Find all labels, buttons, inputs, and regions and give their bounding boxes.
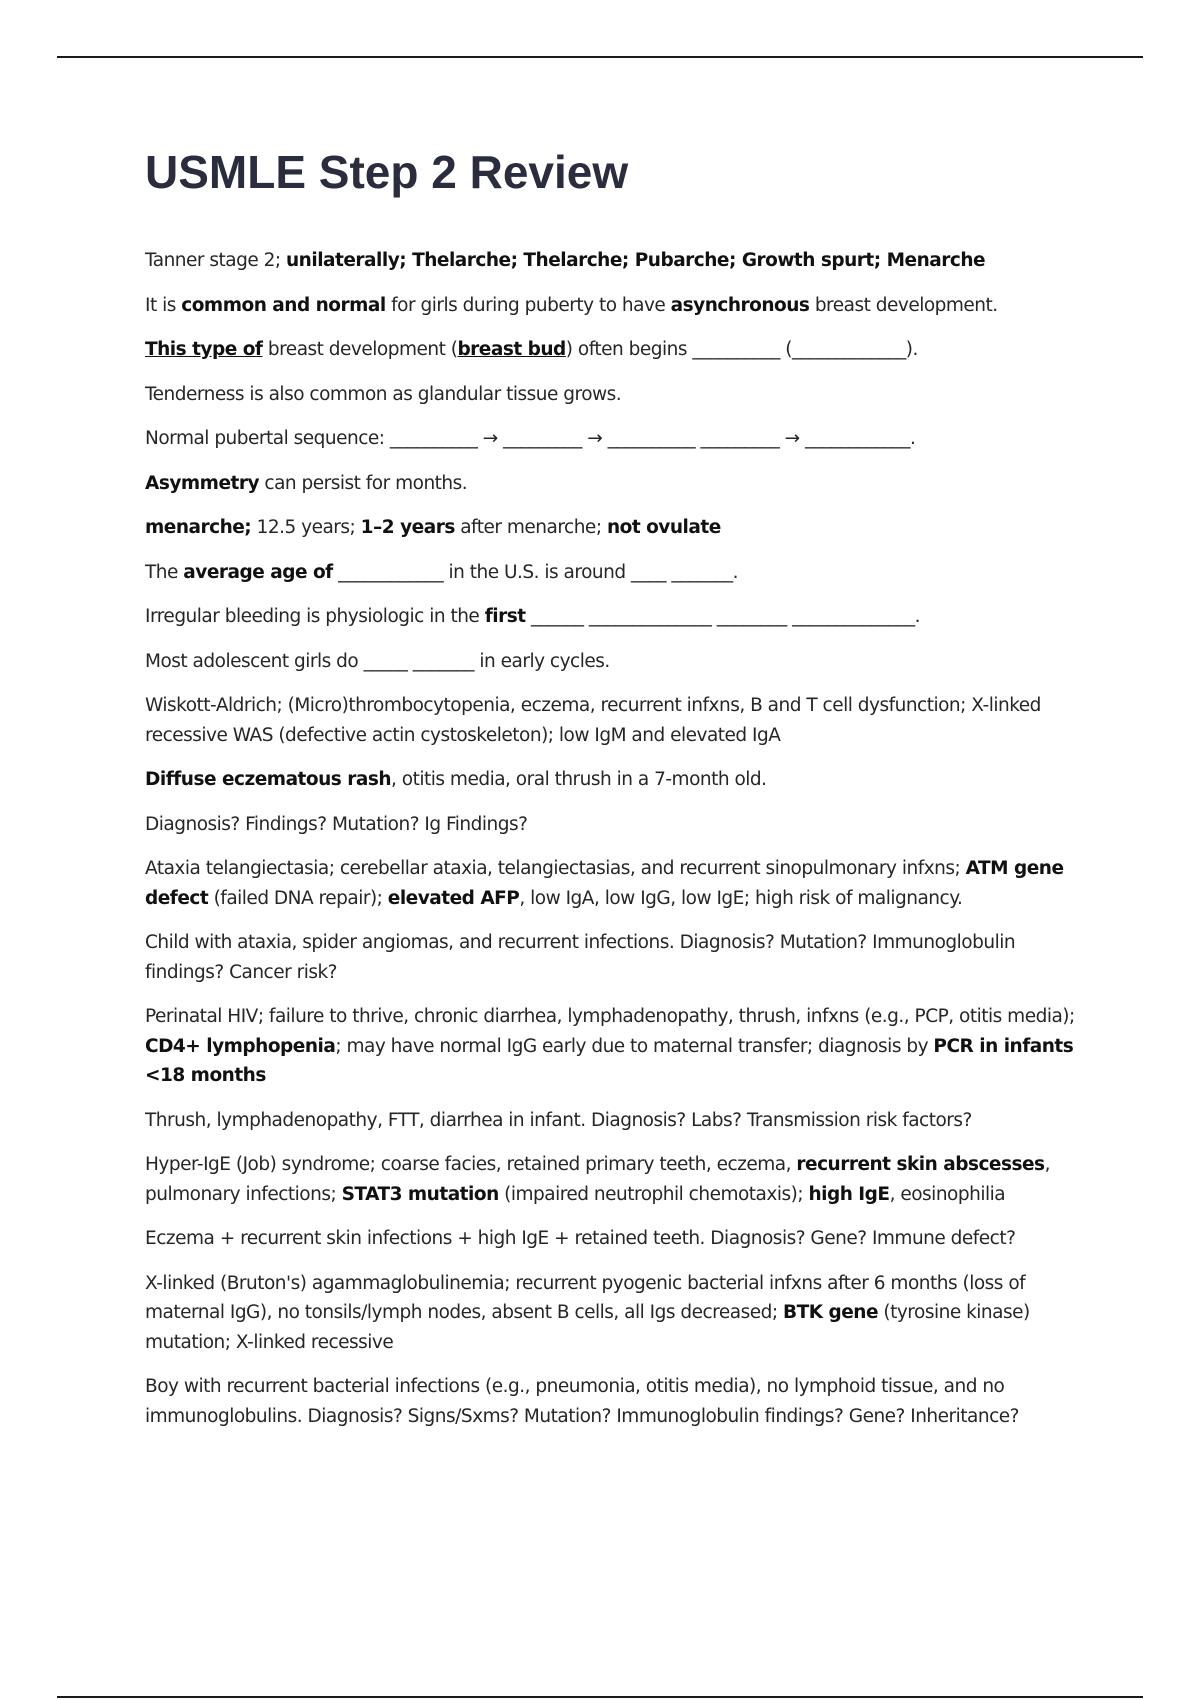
bold-text: BTK gene: [782, 1302, 878, 1323]
bold-text: Asymmetry: [145, 472, 260, 494]
paragraph: [145, 335, 1080, 365]
bold-text: asynchronous: [670, 294, 810, 316]
paragraph: [145, 691, 1080, 750]
text-run: Tenderness is also common as glandular tissue grows.: [145, 383, 622, 405]
text-run: ______ ______________ ________ ______________.: [525, 606, 920, 627]
text-run: The: [145, 561, 184, 583]
text-run: Normal pubertal sequence: __________ → _________ → __________ _________ → ____________.: [145, 428, 916, 449]
text-run: Hyper-IgE (Job) syndrome; coarse facies, retained primary teeth, eczema,: [145, 1154, 797, 1175]
text-run: Irregular bleeding is physiologic in the: [145, 606, 485, 627]
text-run: Boy with recurrent bacterial infections (e.g., pneumonia, otitis media), no lymphoid tissue, and no immunoglobulins. Diagnosis? Signs/Sxms? Mutation? Immunoglobulin findings? Gene? Inheritance?: [145, 1376, 1019, 1427]
bold-text: 1–2 years: [360, 517, 455, 538]
paragraph: [145, 513, 1080, 543]
text-run: for girls during puberty to have: [385, 294, 671, 316]
bold-text: common and normal: [181, 294, 386, 316]
bold-text: menarche;: [145, 517, 252, 538]
text-run: Perinatal HIV; failure to thrive, chronic diarrhea, lymphadenopathy, thrush, infxns (e.g., PCP, otitis media);: [145, 1006, 1075, 1027]
bold-text: high IgE: [808, 1183, 890, 1205]
bold-text: first: [484, 606, 526, 627]
text-run: ____________ in the U.S. is around ____ _______.: [332, 561, 738, 583]
paragraph: [145, 1150, 1080, 1209]
text-run: , pulmonary infections;: [145, 1154, 1050, 1205]
paragraph: [145, 854, 1080, 913]
paragraph: [145, 1224, 1080, 1254]
paragraph: [145, 246, 1080, 276]
text-run: after menarche;: [454, 517, 607, 538]
text-run: (impaired neutrophil chemotaxis);: [498, 1183, 809, 1205]
bold-text: Diffuse eczematous rash: [145, 769, 392, 790]
paragraph: [145, 602, 1080, 632]
paragraph: [145, 810, 1080, 840]
paragraph: [145, 1269, 1080, 1358]
paragraph: [145, 1372, 1080, 1431]
text-run: (failed DNA repair);: [208, 887, 388, 909]
bold-text: elevated AFP: [387, 887, 520, 909]
paragraph: [145, 1106, 1080, 1136]
text-run: Child with ataxia, spider angiomas, and recurrent infections. Diagnosis? Mutation? Immunoglobulin findings? Cancer risk?: [145, 932, 1016, 983]
text-run: 12.5 years;: [251, 517, 361, 538]
paragraph: [145, 558, 1080, 588]
text-run: breast development.: [809, 294, 998, 316]
footer-rule: [57, 1696, 1143, 1698]
paragraph: [145, 1002, 1080, 1091]
paragraph: [145, 380, 1080, 410]
text-run: Thrush, lymphadenopathy, FTT, diarrhea in infant. Diagnosis? Labs? Transmission risk factors?: [145, 1109, 972, 1131]
bold-text: unilaterally; Thelarche; Thelarche; Pubarche; Growth spurt; Menarche: [286, 250, 986, 271]
text-run: X-linked (Bruton's) agammaglobulinemia; recurrent pyogenic bacterial infxns after 6 months (loss of maternal IgG), no tonsils/lymph nodes, absent B cells, all Igs decreased;: [145, 1272, 1026, 1323]
text-run: ; may have normal IgG early due to maternal transfer; diagnosis by: [335, 1035, 934, 1057]
text-run: Tanner stage 2;: [145, 250, 287, 271]
bold-text: STAT3 mutation: [341, 1183, 499, 1205]
text-run: It is: [145, 294, 182, 316]
document-title: USMLE Step 2 Review: [145, 146, 629, 198]
paragraph: [145, 647, 1080, 677]
paragraph: [145, 291, 1080, 321]
text-run: breast development (: [262, 339, 458, 360]
paragraph: [145, 424, 1080, 454]
bold-text: not ovulate: [606, 517, 721, 538]
paragraph: [145, 469, 1080, 499]
document-body: [145, 246, 1080, 1446]
bold-text: breast bud: [457, 339, 566, 360]
text-run: Eczema + recurrent skin infections + high IgE + retained teeth. Diagnosis? Gene? Immune defect?: [145, 1228, 1016, 1249]
bold-text: CD4+ lymphopenia: [145, 1035, 336, 1057]
text-run: , low IgA, low IgG, low IgE; high risk of malignancy.: [519, 887, 963, 909]
bold-text: This type of: [145, 339, 263, 360]
text-run: Most adolescent girls do _____ _______ in early cycles.: [145, 650, 610, 672]
text-run: Ataxia telangiectasia; cerebellar ataxia, telangiectasias, and recurrent sinopulmonary infxns;: [145, 858, 966, 879]
text-run: , eosinophilia: [889, 1183, 1006, 1205]
paragraph: [145, 928, 1080, 987]
text-run: can persist for months.: [259, 472, 468, 494]
bold-text: PCR in infants <18 months: [145, 1035, 1074, 1086]
text-run: (tyrosine kinase) mutation; X-linked recessive: [145, 1302, 1030, 1353]
paragraph: [145, 765, 1080, 795]
text-run: Diagnosis? Findings? Mutation? Ig Findings?: [145, 813, 528, 835]
bold-text: average age of: [183, 561, 333, 583]
text-run: , otitis media, oral thrush in a 7-month old.: [391, 769, 767, 790]
text-run: Wiskott-Aldrich; (Micro)thrombocytopenia, eczema, recurrent infxns, B and T cell dysfunction; X-linked recessive WAS (defective actin cystoskeleton); low IgM and elevated IgA: [145, 695, 1041, 746]
text-run: ) often begins __________ (_____________).: [565, 339, 918, 360]
bold-text: recurrent skin abscesses: [796, 1154, 1045, 1175]
bold-text: ATM gene defect: [145, 858, 1064, 909]
header-rule: [57, 56, 1143, 58]
